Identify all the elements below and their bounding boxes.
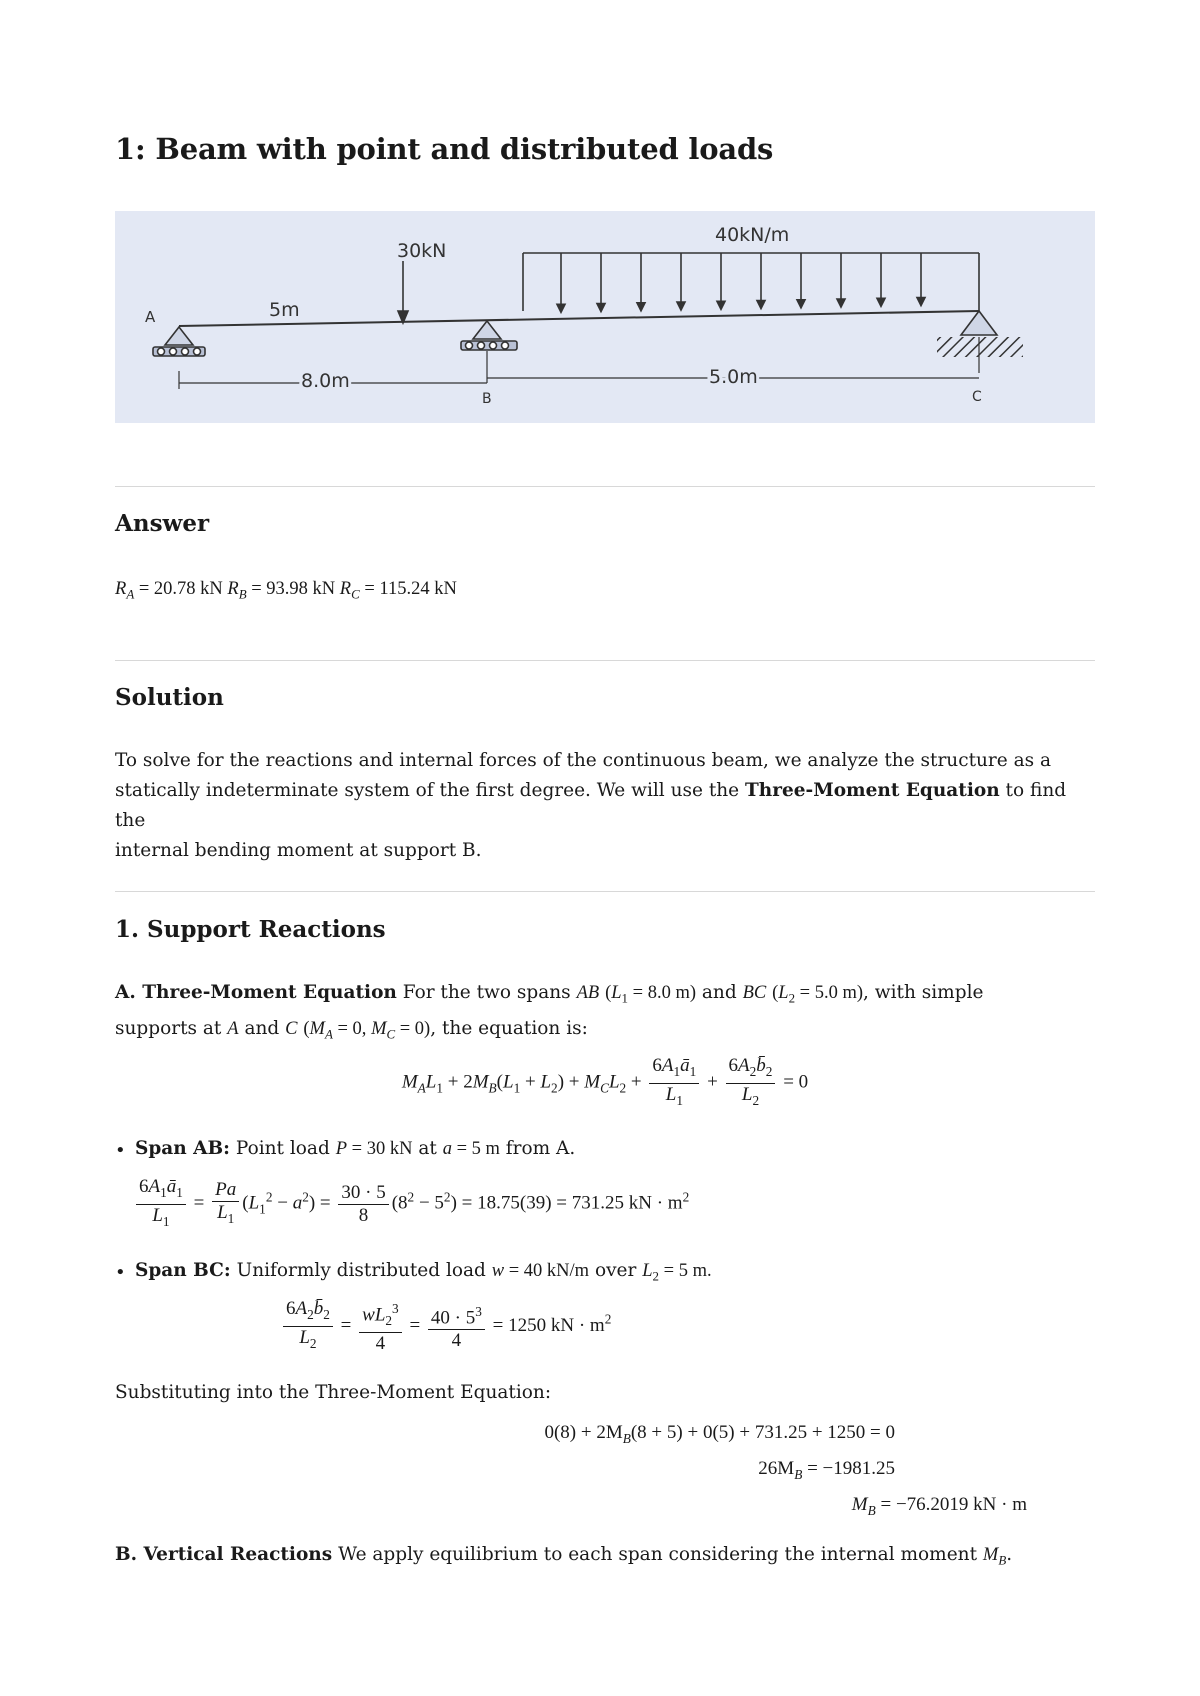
- label-a: A: [145, 308, 156, 326]
- substitution-eq-1: $0(8) + 2M_B(8 + 5) + 0(5) + 731.25 + 1250 = 0$: [544, 1422, 895, 1446]
- support-a: [153, 327, 205, 356]
- answer-ra: = 20.78 kN: [138, 579, 223, 599]
- distributed-load-arrowhead: [917, 298, 925, 306]
- distributed-load-arrowhead: [717, 301, 725, 309]
- three-moment-intro: A. Three-Moment Equation For the two spans AB ($L_1 = 8.0$ m) and BC ($L_2 = 5.0$ m), with simple supports at A and C ($M_A = 0$, $M_C = 0$), the equation is:: [115, 982, 984, 1042]
- divider: [115, 891, 1095, 892]
- solution-line: internal bending moment at support B.: [115, 840, 482, 861]
- distributed-load-arrowhead: [557, 304, 565, 312]
- distributed-load-arrowhead: [837, 299, 845, 307]
- solution-heading: Solution: [115, 684, 224, 711]
- answer-rc: = 115.24 kN: [364, 579, 457, 599]
- divider: [115, 660, 1095, 661]
- distributed-load-arrowhead: [597, 304, 605, 312]
- three-moment-equation: $M_AL_1 + 2M_B(L_1 + L_2) + M_CL_2$ + $\frac{6A_1ā_1}{L_1}$ + $\frac{6A_2b̄_2}{L_2}$ = 0: [401, 1055, 809, 1108]
- span-ab-equation: $\frac{6A_1ā_1}{L_1}$ = $\frac{Pa}{L_1}$ $(L_1^2 - a^2)$ = $\frac{30 \cdot 5}{8}$ $(8^2 - 5^2) = 18.75(39) = 731.25$ kN · $m^2$: [133, 1176, 1113, 1233]
- answer-rb: = 93.98 kN: [251, 579, 336, 599]
- section-heading: 1. Support Reactions: [115, 916, 386, 943]
- answer-heading: Answer: [115, 510, 210, 537]
- dim-5m-bc: 5.0m: [709, 366, 758, 388]
- distributed-load-arrowhead: [757, 301, 765, 309]
- span-bc-line: Span BC: Uniformly distributed load w = 40 kN/m over $L_2 = 5$ m.: [135, 1260, 712, 1284]
- support-b: [461, 321, 517, 350]
- point-load-label: 30kN: [397, 240, 447, 262]
- divider: [115, 486, 1095, 487]
- point-load-arrow: [398, 261, 408, 323]
- vertical-reactions-intro: B. Vertical Reactions We apply equilibrium to each span considering the internal moment $M_B$.: [115, 1544, 1013, 1568]
- dim-5m: 5m: [269, 299, 300, 321]
- solution-paragraph: [115, 746, 1095, 866]
- distributed-load: [523, 253, 979, 312]
- beam-figure: [115, 211, 1095, 423]
- label-c: C: [972, 389, 982, 405]
- substitution-eq-2: $26M_B = -1981.25$: [758, 1458, 895, 1482]
- distributed-load-arrowhead: [797, 300, 805, 308]
- dim-8m: 8.0m: [301, 370, 350, 392]
- beam-diagram: [115, 211, 1095, 423]
- label-b: B: [482, 391, 492, 407]
- bullet: •: [115, 1262, 126, 1283]
- substituting-text: Substituting into the Three-Moment Equation:: [115, 1382, 552, 1403]
- solution-line: To solve for the reactions and internal forces of the continuous beam, we analyze the structure as a: [115, 750, 1052, 771]
- span-bc-equation: $\frac{6A_2b̄_2}{L_2}$ = $\frac{wL_2^3}{4}$ = $\frac{40 \cdot 5^3}{4}$ = 1250 kN · $m^2$: [280, 1298, 1200, 1355]
- solution-line: statically indeterminate system of the first degree. We will use the Three-Moment Equation to find the: [115, 780, 1067, 831]
- distributed-load-label: 40kN/m: [715, 224, 790, 246]
- span-ab-line: Span AB: Point load P = 30 kN at a = 5 m from A.: [135, 1138, 576, 1159]
- support-c: [937, 311, 1023, 357]
- distributed-load-arrowhead: [677, 302, 685, 310]
- page-title: 1: Beam with point and distributed loads: [115, 132, 774, 166]
- distributed-load-arrowhead: [877, 298, 885, 306]
- answer-values: $R_A = 20.78$ kN $R_B = 93.98$ kN $R_C = 115.24$ kN: [115, 579, 457, 602]
- distributed-load-arrowhead: [637, 303, 645, 311]
- bullet: •: [115, 1140, 126, 1161]
- substitution-eq-3: $M_B = -76.2019$ kN · m: [851, 1494, 1027, 1518]
